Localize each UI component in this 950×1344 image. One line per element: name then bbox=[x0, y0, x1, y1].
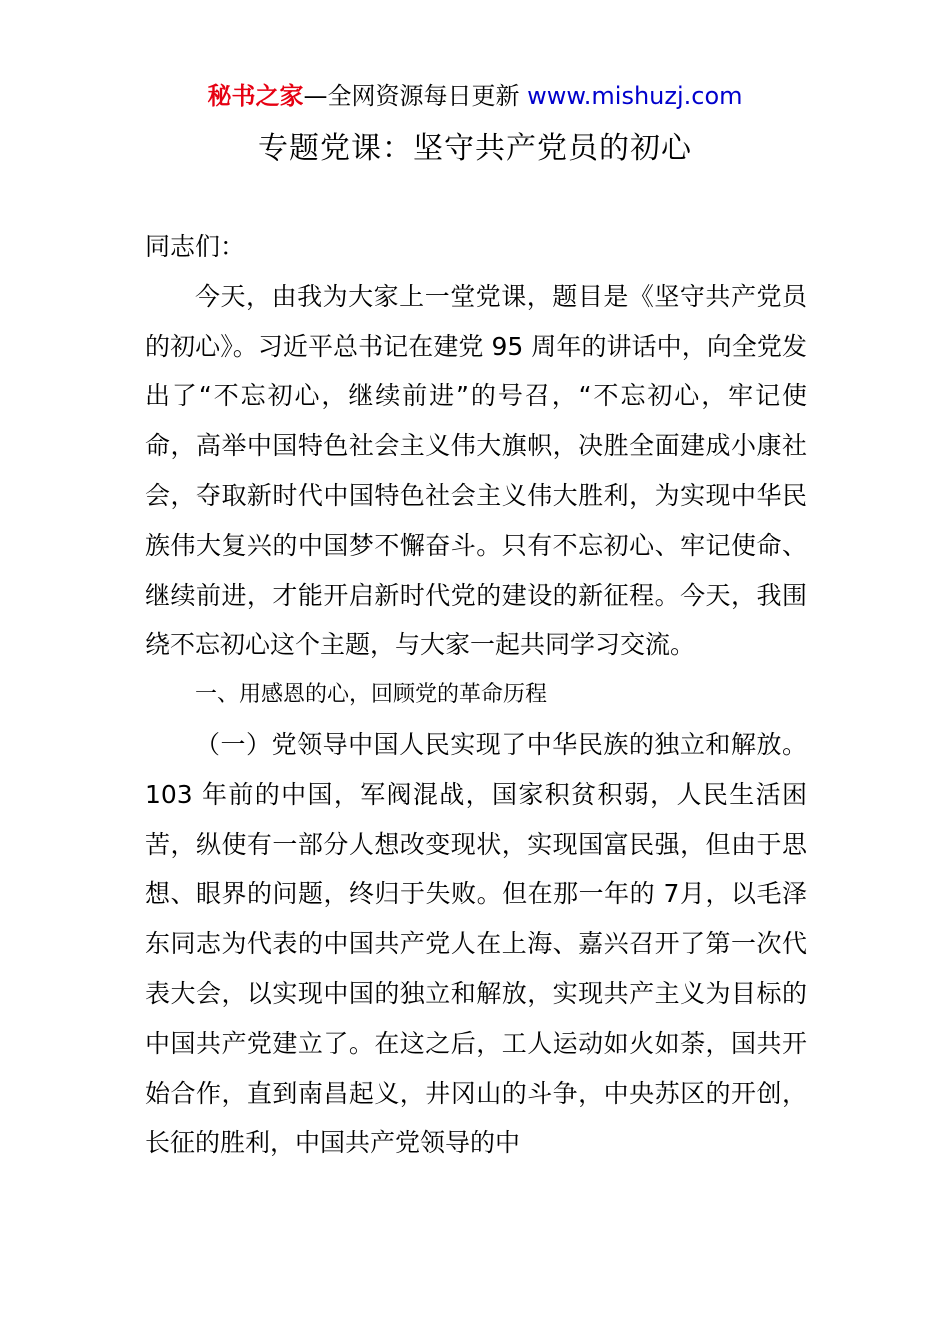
header-tagline: —全网资源每日更新 bbox=[303, 82, 528, 110]
document-body bbox=[145, 222, 807, 1168]
section-heading: 一、用感恩的心，回顾党的革命历程 bbox=[195, 682, 548, 708]
brand-name: 秘书之家 bbox=[207, 82, 304, 110]
salutation: 同志们： bbox=[145, 232, 246, 261]
section-paragraph: （一）党领导中国人民实现了中华民族的独立和解放。103 年前的中国，军阀混战，国家积贫积弱，人民生活困苦，纵使有一部分人想改变现状，实现国富民强，但由于思想、眼界的问题，终归于失败。但在那一年的 7月，以毛泽东同志为代表的中国共产党人在上海、嘉兴召开了第一次代表大会，以实现中国的独立和解放，实现共产主义为目标的中国共产党建立了。在这之后，工人运动如火如荼，国共开始合作，直到南昌起义，井冈山的斗争，中央苏区的开创，长征的胜利，中国共产党领导的中 bbox=[145, 729, 807, 1158]
site-header bbox=[0, 78, 950, 114]
site-url-link[interactable]: www.mishuzj.com bbox=[527, 82, 743, 110]
intro-paragraph: 今天，由我为大家上一堂党课，题目是《坚守共产党员的初心》。习近平总书记在建党 95 周年的讲话中，向全党发出了“不忘初心，继续前进”的号召，“不忘初心，牢记使命，高举中国特色社会主义伟大旗帜，决胜全面建成小康社会，夺取新时代中国特色社会主义伟大胜利，为实现中华民族伟大复兴的中国梦不懈奋斗。只有不忘初心、牢记使命、继续前进，才能开启新时代党的建设的新征程。今天，我围绕不忘初心这个主题，与大家一起共同学习交流。 bbox=[145, 281, 807, 660]
document-title: 专题党课：坚守共产党员的初心 bbox=[258, 131, 692, 166]
